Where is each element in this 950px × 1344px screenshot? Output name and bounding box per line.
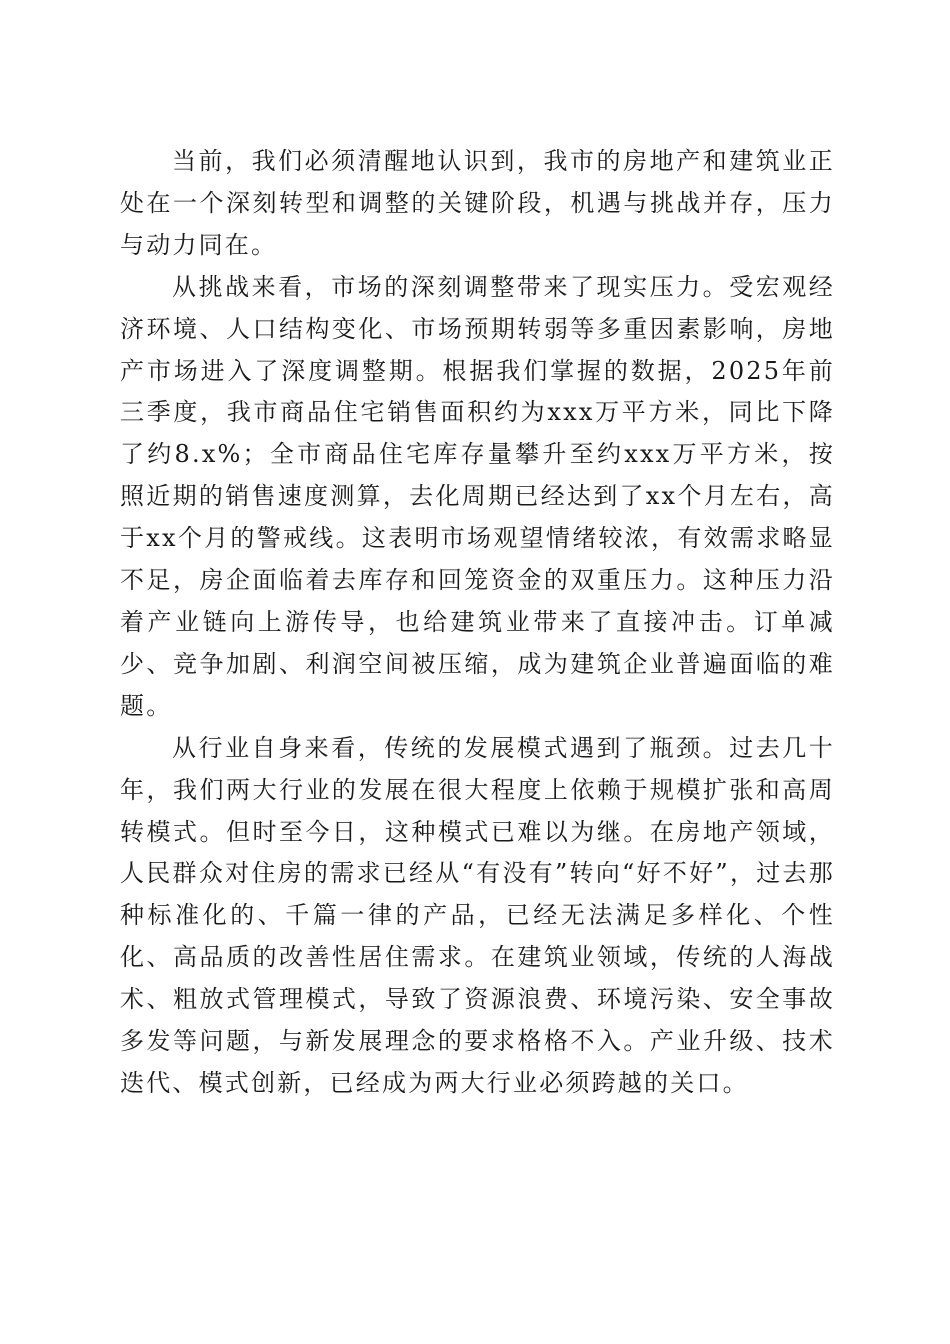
document-body [120,141,835,1105]
paragraph-1: 当前，我们必须清醒地认识到，我市的房地产和建筑业正处在一个深刻转型和调整的关键阶段，机遇与挑战并存，压力与动力同在。 [120,147,835,259]
paragraph-2: 从挑战来看，市场的深刻调整带来了现实压力。受宏观经济环境、人口结构变化、市场预期转弱等多重因素影响，房地产市场进入了深度调整期。根据我们掌握的数据，2025年前三季度，我市商品住宅销售面积约为xxx万平方米，同比下降了约8.x%；全市商品住宅库存量攀升至约xxx万平方米，按照近期的销售速度测算，去化周期已经达到了xx个月左右，高于xx个月的警戒线。这表明市场观望情绪较浓，有效需求略显不足，房企面临着去库存和回笼资金的双重压力。这种压力沿着产业链向上游传导，也给建筑业带来了直接冲击。订单减少、竞争加剧、利润空间被压缩，成为建筑企业普遍面临的难题。 [120,272,835,720]
paragraph-3: 从行业自身来看，传统的发展模式遇到了瓶颈。过去几十年，我们两大行业的发展在很大程度上依赖于规模扩张和高周转模式。但时至今日，这种模式已难以为继。在房地产领域，人民群众对住房的需求已经从“有没有”转向“好不好”，过去那种标准化的、千篇一律的产品，已经无法满足多样化、个性化、高品质的改善性居住需求。在建筑业领域，传统的人海战术、粗放式管理模式，导致了资源浪费、环境污染、安全事故多发等问题，与新发展理念的要求格格不入。产业升级、技术迭代、模式创新，已经成为两大行业必须跨越的关口。 [120,733,835,1097]
